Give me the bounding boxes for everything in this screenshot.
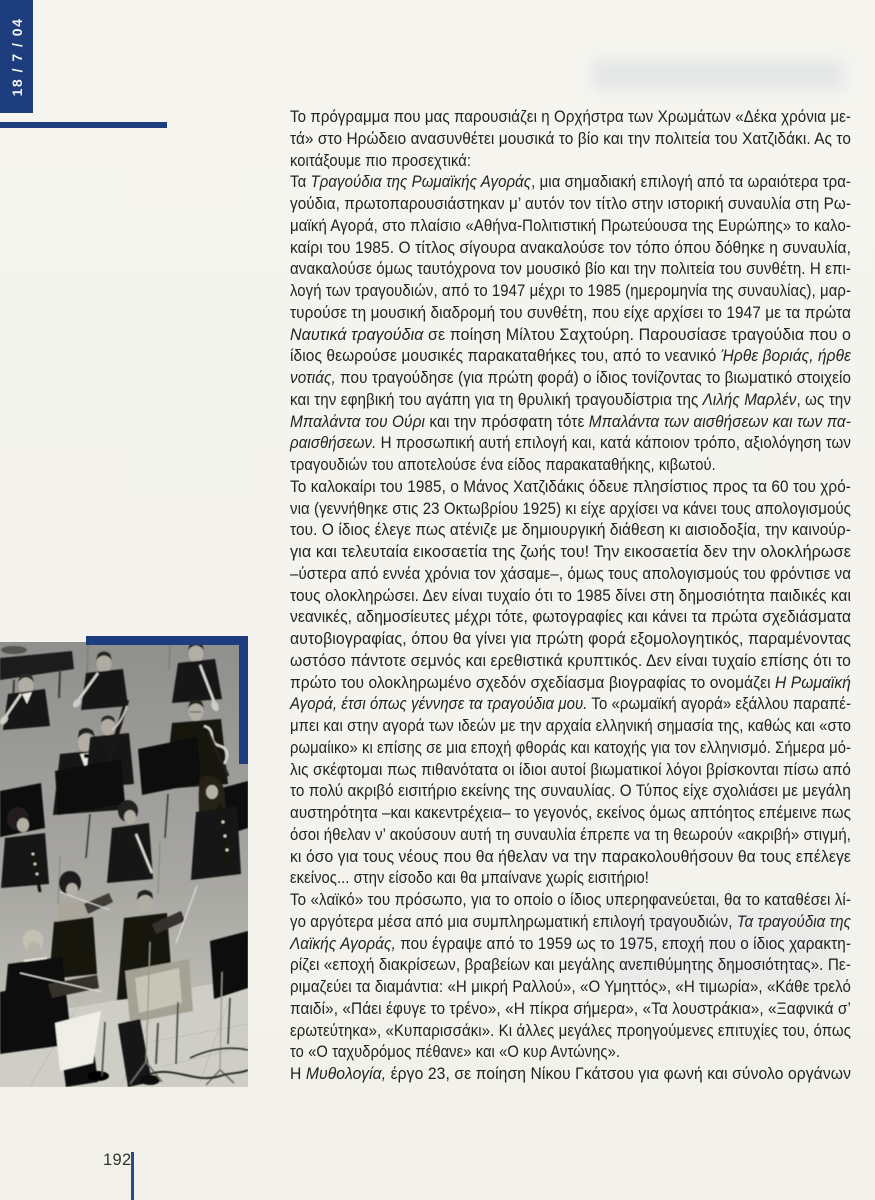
footer-rule bbox=[131, 1152, 134, 1200]
text-line: Μπαλάντα του Ούρι και την πρόσφατη τότε Μπαλάντα των αισθήσεων και των πα- bbox=[290, 411, 851, 431]
text-line: ρωμαίικο» κι επίσης σε μια εποχή φθοράς και κατοχής για τον ελληνισμό. Σήμερα μό- bbox=[290, 737, 851, 757]
date-tab bbox=[0, 0, 33, 113]
article-text bbox=[290, 106, 851, 1085]
text-line: εκείνος... στην είσοδο και θα μπαίνανε χωρίς εισιτήριο! bbox=[290, 868, 649, 888]
text-line: τυρούσε τη μουσική διαδρομή του συνθέτη, που είχε αρχίσει το 1947 με τα πρώτα bbox=[290, 302, 851, 322]
bleedthrough-smudge bbox=[592, 60, 844, 90]
text-line: παιδί», «Πάει έφυγε το τρένο», «Η πίκρα σήμερα», «Τα λουστράκια», «Ξαφνικά σ’ bbox=[290, 998, 851, 1018]
photo-frame-right bbox=[239, 636, 248, 764]
text-line: το «Ο ταχυδρόμος πέθανε» και «Ο κυρ Αντώνης». bbox=[290, 1042, 621, 1062]
text-line: όσοι ήθελαν ν’ ακούσουν αυτή τη συναυλία έπρεπε να τη θεωρούν «ακριβή» στιγμή, bbox=[290, 824, 851, 844]
orchestra-photo bbox=[0, 642, 248, 1087]
text-line: μαϊκή Αγορά, στο πλαίσιο «Αθήνα-Πολιτιστική Πρωτεύουσα της Ευρώπης» το καλο- bbox=[290, 215, 851, 235]
text-line: ωστόσο πάντοτε σεμνός και ερεθιστικά κρυπτικός. Δεν είναι τυχαίο επίσης ότι το bbox=[290, 650, 851, 670]
text-line: αυστηρότητα –και κακεντρέχεια– το γεγονός, εκείνος όμως απτόητος επέμεινε πως bbox=[290, 803, 851, 822]
text-line: νοτιάς, που τραγούδησε (για πρώτη φορά) ο ίδιος τονίζοντας το βιωματικό στοιχείο bbox=[290, 368, 851, 387]
text-line: ανακαλούσε όμως ταυτόχρονα τον μουσικό βίο και την πολιτεία του συνθέτη. Η επι- bbox=[290, 259, 851, 279]
text-line: τά» στο Ηρώδειο ανασυνθέτει μουσικά το βίο και την πολιτεία του Χατζιδάκι. Ας το bbox=[290, 128, 851, 148]
text-line: μπει και στην αγορά των ιδεών με την αρχαία ελληνική σημασία της, καθώς και «στο bbox=[290, 716, 851, 735]
text-line: αυτοβιογραφίας, όπου θα γίνει για πρώτη φορά εξομολογητικός, παραμένοντας bbox=[290, 629, 851, 648]
text-line: Η Μυθολογία, έργο 23, σε ποίηση Νίκου Γκάτσου για φωνή και σύνολο οργάνων bbox=[290, 1064, 851, 1083]
header-rule bbox=[0, 122, 167, 128]
text-line: πρώτο του ολοκληρωμένο σχεδόν σχεδίασμα βιογραφίας το ονομάζει Η Ρωμαϊκή bbox=[290, 672, 851, 692]
text-line: –ύστερα από εννέα χρόνια τον χάσαμε–, όμως τους απολογισμούς του φρόντισε να bbox=[290, 563, 851, 583]
text-line: λις σκέφτομαι πως πιθανότατα οι ίδιοι αυτοί βιωματικοί λόγοι βρίσκονται πίσω από bbox=[290, 759, 851, 779]
text-line: Αγορά, έτσι όπως γέννησε τα τραγούδια μου. Το «ρωμαϊκή αγορά» εξάλλου παραπέ- bbox=[290, 694, 851, 714]
text-line: ίδιος θεωρούσε μουσικές παρακαταθήκες του, από το νεανικό Ήρθε βοριάς, ήρθε bbox=[290, 346, 851, 366]
page-number: 192 bbox=[103, 1151, 132, 1169]
text-line: τραγουδιών του αποτελούσε ένα είδος παρακαταθήκης, κιβωτού. bbox=[290, 455, 716, 474]
text-line: ρίζει «εποχή διακρίσεων, βραβείων και μεγάλης ανεπιθύμητης δημοσιότητας». Πε- bbox=[290, 955, 851, 975]
text-line: λογή των τραγουδιών, από το 1947 μέχρι το 1985 (ημερομηνία της συναυλίας), μαρ- bbox=[290, 281, 851, 300]
text-line: νια (γεννήθηκε στις 23 Οκτωβρίου 1925) κι είχε αρχίσει να κάνει τους απολογισμούς bbox=[290, 498, 851, 518]
text-line: Τα Τραγούδια της Ρωμαϊκής Αγοράς, μια σημαδιακή επιλογή από τα ωραιότερα τρα- bbox=[290, 172, 851, 192]
text-line: Ναυτικά τραγούδια σε ποίηση Μίλτου Σαχτούρη. Παρουσίασε τραγούδια που ο bbox=[290, 324, 851, 344]
text-line: τους ολοκληρώσει. Δεν είναι τυχαίο ότι το 1985 δίνει στη δημοσιότητα παιδικές και bbox=[290, 585, 851, 605]
text-line: Το «λαϊκό» του πρόσωπο, για το οποίο ο ίδιος υπερηφανεύεται, θα το καταθέσει λί- bbox=[290, 890, 851, 909]
text-line: γο αργότερα μέσα από μια συμπληρωματική επιλογή τραγουδιών, Τα τραγούδια της bbox=[290, 911, 851, 931]
text-line: του. Ο ίδιος έλεγε πως ατένιζε με δημιουργική διάθεση κι αισιοδοξία, την καινούρ- bbox=[290, 520, 851, 540]
text-line: καίρι του 1985. Ο τίτλος σίγουρα ανακαλούσε τον τόπο όπου δόθηκε η συναυλία, bbox=[290, 237, 851, 257]
text-line: το πολύ ακριβό εισιτήριο εκείνης της συναυλίας. Ο Τύπος είχε σχολιάσει με μεγάλη bbox=[290, 781, 851, 801]
text-line: κι όσο για τους νέους που θα ήθελαν να την παρακολουθήσουν θα τους επέλεγε bbox=[290, 846, 851, 866]
text-line: ερωτεύτηκα», «Κυπαρισσάκι». Κι άλλες μεγάλες προηγούμενες επιτυχίες του, όπως bbox=[290, 1020, 851, 1040]
text-line: νεανικές, αδημοσίευτες μέχρι τότε, φωτογραφίες και κάνει τα πρώτα σχεδιάσματα bbox=[290, 607, 851, 627]
text-line: ραισθήσεων. Η προσωπική αυτή επιλογή και, κατά κάποιον τρόπο, αξιολόγηση των bbox=[290, 433, 851, 453]
text-line: ριμαζεύει τα διαμάντια: «Η μικρή Ραλλού», «Ο Υμηττός», «Η τιμωρία», «Κάθε τρελό bbox=[290, 977, 851, 996]
text-line: και την εφηβική του αγάπη για τη θρυλική τραγουδίστρια της Λιλής Μαρλέν, ως την bbox=[290, 389, 851, 409]
photo-frame-top bbox=[86, 636, 248, 645]
text-line: Το καλοκαίρι του 1985, ο Μάνος Χατζιδάκις όδευε πλησίστιος προς τα 60 του χρό- bbox=[290, 476, 851, 496]
date-tab-label: 18 / 7 / 04 bbox=[8, 17, 25, 96]
text-line: Το πρόγραμμα που μας παρουσιάζει η Ορχήστρα των Χρωμάτων «Δέκα χρόνια με- bbox=[290, 107, 851, 126]
text-line: Λαϊκής Αγοράς, που έγραψε από το 1959 ως το 1975, εποχή που ο ίδιος χαρακτη- bbox=[290, 933, 851, 953]
orchestra-photo-graphic bbox=[0, 642, 248, 1087]
text-line: κοιτάξουμε πιο προσεχτικά: bbox=[290, 150, 472, 170]
text-line: για και τελευταία εικοσαετία της ζωής του! Την εικοσαετία δεν την ολοκλήρωσε bbox=[290, 542, 851, 561]
text-line: γούδια, πρωτοπαρουσιάστηκαν μ’ αυτόν τον τίτλο στην ιστορική συναυλία στη Ρω- bbox=[290, 194, 851, 213]
